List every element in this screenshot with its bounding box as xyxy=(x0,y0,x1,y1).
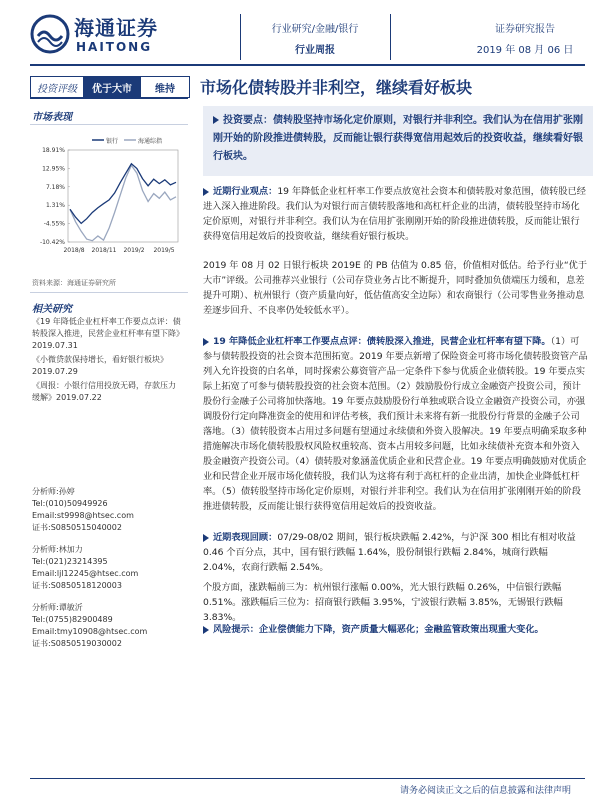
rating-value: 优于大市 xyxy=(83,77,141,97)
analyst-block xyxy=(32,486,182,534)
analyst-name: 分析师:林加力 xyxy=(32,545,83,554)
y-tick-label: 1.31% xyxy=(45,202,65,210)
analyst-cert: 证书:S0850518120003 xyxy=(32,581,122,590)
header-rule xyxy=(30,64,585,66)
paragraph-head: 19 年降低企业杠杆率工作要点点评：债转股深入推进，民营企业杠杆率有望下降。 xyxy=(213,336,551,347)
y-tick-label: -4.55% xyxy=(43,220,65,228)
analyst-email[interactable]: Email:tmy10908@htsec.com xyxy=(32,627,148,636)
related-item[interactable]: 《19 年降低企业杠杆率工作要点点评：债转股深入推进，民营企业杠杆率有望下降》2019.07.31 xyxy=(32,317,181,350)
report-type: 行业周报 xyxy=(295,45,335,56)
analyst-name: 分析师:谭敏沂 xyxy=(32,603,83,612)
y-tick-label: 18.91% xyxy=(42,147,65,154)
analyst-email[interactable]: Email:ljl12245@htsec.com xyxy=(32,569,139,578)
analyst-block xyxy=(32,544,182,592)
footer-disclaimer[interactable]: 请务必阅读正文之后的信息披露和法律声明 xyxy=(400,786,572,796)
rule xyxy=(30,124,188,125)
footer-rule xyxy=(30,778,585,779)
market-section-title: 市场表现 xyxy=(32,112,72,123)
x-tick-label: 2019/2 xyxy=(123,247,145,254)
bullet-icon xyxy=(203,188,209,196)
related-section-title: 相关研究 xyxy=(32,304,72,315)
report-date: 2019 年 08 月 06 日 xyxy=(476,45,574,56)
chart-source: 资料来源：海通证券研究所 xyxy=(32,279,116,287)
logo-text-cn: 海通证券 xyxy=(74,16,158,40)
paragraph-risk xyxy=(203,622,588,637)
analyst-block xyxy=(32,602,182,650)
paragraph-head: 近期表现回顾： xyxy=(213,532,278,543)
y-tick-label: -10.42% xyxy=(39,239,65,246)
rating-status: 维持 xyxy=(155,83,175,95)
related-item[interactable]: 《小微贷款保持增长，看好银行板块》2019.07.29 xyxy=(32,355,168,376)
summary-content: 投资要点：债转股坚持市场化定价原则，对银行并非利空。我们认为在信用扩张刚刚开始的阶段推进债转股，反而能让银行获得宽信用起效后的投资收益，继续看好银行板块。 xyxy=(213,115,583,162)
analyst-cert: 证书:S0850519030002 xyxy=(32,639,122,648)
bullet-icon xyxy=(203,338,209,346)
paragraph-performance xyxy=(203,530,588,575)
legend-label-bank: 银行 xyxy=(106,138,119,145)
analyst-tel: Tel:(010)50949926 xyxy=(32,499,108,508)
rating-label: 投资评级 xyxy=(37,83,77,95)
logo xyxy=(30,10,170,58)
summary-text xyxy=(213,112,585,166)
analyst-name: 分析师:孙婷 xyxy=(32,487,75,496)
paragraph-stocks xyxy=(203,580,588,625)
logo-text-en: HAITONG xyxy=(76,40,153,54)
paragraph-view xyxy=(203,184,588,244)
series-line-bank xyxy=(70,164,176,224)
analyst-email[interactable]: Email:st9998@htsec.com xyxy=(32,511,134,520)
related-list xyxy=(32,316,182,406)
y-tick-label: 7.18% xyxy=(45,183,65,191)
rating-bar xyxy=(30,76,190,98)
paragraph-head: 近期行业观点： xyxy=(213,186,278,197)
x-tick-label: 2019/5 xyxy=(153,247,175,254)
header-meta xyxy=(470,20,580,56)
legend-label-index: 海通综指 xyxy=(138,138,163,145)
paragraph-text: 2019 年 08 月 02 日银行板块 2019E 的 PB 估值为 0.85 倍，价值相对低估。给予行业“优于大市”评级。公司推荐兴业银行（公司存贷业务占比不断提升，同时叠加负债端压力缓和，息差提升可期）、杭州银行（资产质量向好，低估值高安全边际）和农商银行（公司零售业务推动息差逐步回升、不良率仍处较低水平）。 xyxy=(203,260,588,316)
analyst-tel: Tel:(021)23214395 xyxy=(32,557,108,566)
bullet-icon xyxy=(203,626,209,634)
logo-emblem-icon xyxy=(30,14,70,54)
paragraph-text: 个股方面，涨跌幅前三为：杭州银行涨幅 0.00%，光大银行跌幅 0.26%，中信银行跌幅 0.51%。涨跌幅后三位为：招商银行跌幅 3.95%，宁波银行跌幅 3.85%，无锡银行跌幅 3.83%。 xyxy=(203,582,563,623)
y-tick-label: 12.95% xyxy=(42,165,65,173)
header-category xyxy=(270,20,360,56)
market-chart xyxy=(32,132,182,262)
analyst-cert: 证书:S0850515040002 xyxy=(32,523,122,532)
bullet-icon xyxy=(203,534,209,542)
summary-box xyxy=(203,106,593,176)
paragraph-text: （1）可参与债转股投资的社会资本范围拓宽。2019 年要点新增了保险资金可将市场化债转股资管产品列入允许投资的白名单，同时探索公募资管产品一定条件下参与优质企业债转股。19 年要点实际上拓宽了可参与债转股投资的社会资本范围。（2）鼓励股份行成立金融资产投资公司，预计股份行金融子公司将加快落地。19 年要点鼓励股份行单独或联合设立金融资产投资公司，亦强调股份行定向降准资金的使用和评估考核，我们预计未来将有新一批股份行背景的金融子公司落地。（3）债转股资本占用过多问题有望通过永续债和外资入股解决。19 年要点明确采取多种措施解决市场化债转股股权风险权重较高、资本占用较多问题，比如永续债补充资本和外资入股金融资产投资公司。（4）债转股对象涵盖优质企业和民营企业。19 年要点明确鼓励对优质企业和民营企业开展市场化债转股，我们认为这将有利于高杠杆的企业出清，加快企业降低杠杆率。（5）债转股坚持市场化定价原则，对银行并非利空。我们认为在信用扩张刚刚开始的阶段推进债转股，反而能让银行获得宽信用起效后的投资收益。 xyxy=(203,336,588,512)
rule xyxy=(30,292,188,293)
bullet-icon xyxy=(213,116,219,124)
paragraph-text: 07/29-08/02 期间，银行板块跌幅 2.42%，与沪深 300 相比有相对收益 0.46 个百分点，其中，国有银行跌幅 1.64%，股份制银行跌幅 2.84%，城商行跌幅 2.04%，农商行跌幅 2.54%。 xyxy=(203,532,576,573)
rule xyxy=(30,98,188,99)
header-divider xyxy=(240,14,241,60)
category-label: 行业研究/金融/银行 xyxy=(271,24,359,35)
header-divider xyxy=(390,14,391,60)
paragraph-valuation xyxy=(203,258,588,318)
risk-text: 风险提示：企业偿债能力下降，资产质量大幅恶化；金融监管政策出现重大变化。 xyxy=(213,624,544,635)
paragraph-text: 19 年降低企业杠杆率工作要点放宽社会资本和债转股对象范围，债转股已经进入深入推进阶段。我们认为对银行而言债转股落地和高杠杆企业的出清，债转股坚持市场化定价原则，对银行并非利空。我们认为在信用扩张刚刚开始的阶段推进债转股，反而能让银行获得宽信用起效后的投资收益，继续看好银行板块。 xyxy=(203,186,586,242)
x-tick-label: 2018/8 xyxy=(63,247,85,254)
paragraph-policy xyxy=(203,334,588,514)
report-kind: 证券研究报告 xyxy=(495,24,555,35)
analyst-tel: Tel:(0755)82900489 xyxy=(32,615,113,624)
x-tick-label: 2018/11 xyxy=(91,247,117,254)
report-title: 市场化债转股并非利空，继续看好板块 xyxy=(200,78,473,97)
related-item[interactable]: 《周报：小银行信用投放无碍，存款压力缓解》2019.07.22 xyxy=(32,381,176,402)
